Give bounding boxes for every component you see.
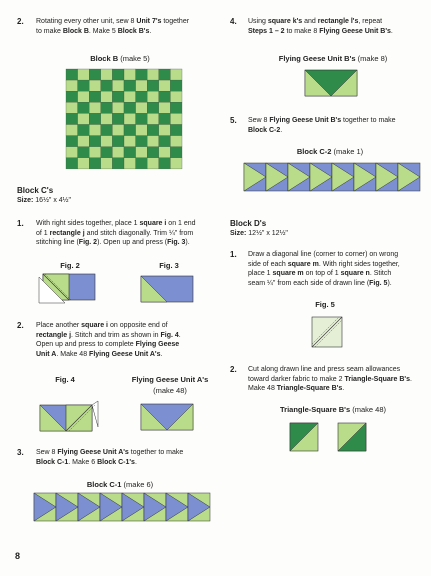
checker-square (170, 136, 182, 147)
triangle-square-1 (290, 423, 318, 451)
fig-2-caption: Fig. 2 (60, 261, 80, 270)
text-line: Steps 1 – 2 to make 8 Flying Geese Unit B's. (248, 27, 393, 35)
checker-square (136, 147, 148, 158)
checker-square (101, 91, 113, 102)
checker-square (147, 147, 159, 158)
checker-square (112, 147, 124, 158)
checker-square (66, 125, 78, 136)
checker-square (147, 80, 159, 91)
text-line: Rotating every other unit, sew 8 Unit 7's together (36, 18, 190, 25)
text-line: Cut along drawn line and press seam allowances (248, 366, 401, 373)
checker-square (124, 147, 136, 158)
checker-square (78, 113, 90, 124)
triangle-square-2 (338, 423, 366, 451)
checker-square (89, 125, 101, 136)
text-line: Open up and press to complete Flying Geese (36, 341, 180, 348)
checker-square (170, 80, 182, 91)
checker-square (66, 113, 78, 124)
checker-square (147, 158, 159, 169)
block-c1-diagram (34, 493, 214, 523)
text-line: to make Block B. Make 5 Block B's. (36, 27, 152, 35)
checker-square (101, 69, 113, 80)
checker-square (147, 102, 159, 113)
flying-geese-unit (332, 163, 354, 191)
checker-square (170, 125, 182, 136)
checker-square (170, 91, 182, 102)
checker-square (66, 80, 78, 91)
checker-square (89, 136, 101, 147)
step-number: 5. (230, 116, 237, 125)
checker-square (112, 125, 124, 136)
text-line: Block C-2. (248, 126, 283, 134)
checker-square (101, 158, 113, 169)
block-c-size: Size: 16½" x 4½" (17, 197, 72, 204)
checker-square (136, 113, 148, 124)
text-line: rectangle j. Stitch and trim as shown in Fig. 4. (36, 331, 181, 339)
checker-square (124, 102, 136, 113)
flying-geese-unit (100, 493, 122, 521)
step-number: 1. (230, 250, 237, 259)
checker-square (101, 136, 113, 147)
block-d-heading: Block D's (230, 219, 267, 228)
checker-square (170, 113, 182, 124)
checker-square (159, 102, 171, 113)
block-c-heading: Block C's (17, 186, 54, 195)
checker-square (112, 158, 124, 169)
flying-geese-unit (354, 163, 376, 191)
checker-square (112, 80, 124, 91)
checker-square (124, 91, 136, 102)
block-b-caption: Block B (make 5) (90, 54, 150, 63)
checker-square (101, 147, 113, 158)
step-number: 1. (17, 219, 24, 228)
triangle-square-b-caption: Triangle-Square B's (make 48) (280, 405, 386, 414)
page-number: 8 (15, 551, 21, 561)
checker-square (78, 125, 90, 136)
step-number: 3. (17, 448, 24, 457)
flying-geese-unit (310, 163, 332, 191)
flying-geese-b-diagram (305, 70, 361, 98)
step-text (36, 321, 221, 359)
flying-geese-a-caption: Flying Geese Unit A's (make 48) (131, 375, 209, 395)
block-b-checkerboard (66, 69, 182, 169)
checker-square (66, 69, 78, 80)
text-line: side of each square m. With right sides together, (248, 260, 400, 268)
text-line: Draw a diagonal line (corner to corner) on wrong (248, 251, 399, 258)
checker-square (101, 80, 113, 91)
checker-square (147, 136, 159, 147)
checker-square (66, 136, 78, 147)
checker-square (159, 125, 171, 136)
text-line: stitching line (Fig. 2). Open up and press (Fig. 3). (36, 239, 190, 246)
block-c2-diagram (244, 163, 424, 193)
checker-square (159, 113, 171, 124)
checker-square (112, 91, 124, 102)
checker-square (136, 136, 148, 147)
flying-geese-unit (266, 163, 288, 191)
fig-5-diagram (312, 317, 344, 349)
flying-geese-unit (56, 493, 78, 521)
checker-square (78, 158, 90, 169)
checker-square (147, 125, 159, 136)
fig-4-diagram (38, 401, 102, 433)
checker-square (159, 147, 171, 158)
text-line: Unit A. Make 48 Flying Geese Unit A's. (36, 350, 163, 358)
text-line: Sew 8 Flying Geese Unit B's together to make (248, 117, 396, 124)
text-line: With right sides together, place 1 square i on 1 end (36, 220, 196, 227)
checker-square (89, 69, 101, 80)
checker-square (112, 136, 124, 147)
block-d-size: Size: 12½" x 12½" (230, 230, 288, 237)
checker-square (112, 102, 124, 113)
flying-geese-unit (188, 493, 210, 521)
text-line: of 1 rectangle j and stitch diagonally. Trim ¼" from (36, 229, 194, 237)
checker-square (124, 80, 136, 91)
checker-square (124, 69, 136, 80)
checker-square (89, 113, 101, 124)
step-text (36, 448, 221, 467)
checker-square (170, 147, 182, 158)
flying-geese-unit (78, 493, 100, 521)
text-line: Using square k's and rectangle l's, repeat (248, 18, 383, 25)
checker-square (101, 125, 113, 136)
checker-square (170, 69, 182, 80)
flying-geese-unit (244, 163, 266, 191)
step-text (248, 17, 428, 36)
flying-geese-unit (34, 493, 56, 521)
checker-square (101, 102, 113, 113)
fig-3-diagram (141, 276, 197, 304)
text-line: place 1 square m on top of 1 square n. Stitch (248, 270, 392, 277)
checker-square (124, 125, 136, 136)
block-c2-caption: Block C-2 (make 1) (296, 147, 364, 156)
checker-square (112, 113, 124, 124)
fig-3-caption: Fig. 3 (159, 261, 179, 270)
step-text (248, 250, 428, 288)
fig-4-caption: Fig. 4 (55, 375, 75, 384)
text-line: Place another square i on opposite end of (36, 322, 168, 329)
flying-geese-b-caption: Flying Geese Unit B's (make 8) (278, 54, 388, 63)
checker-square (101, 113, 113, 124)
checker-square (136, 69, 148, 80)
step-text (36, 17, 216, 36)
checker-square (147, 69, 159, 80)
checker-square (147, 113, 159, 124)
checker-square (89, 147, 101, 158)
checker-square (78, 102, 90, 113)
checker-square (66, 158, 78, 169)
checker-square (89, 80, 101, 91)
triangle-square-b-diagram (290, 423, 370, 453)
flying-geese-unit (166, 493, 188, 521)
text-line: seam ¼" from each side of drawn line (Fig. 5). (248, 279, 392, 287)
checker-square (136, 102, 148, 113)
checker-square (136, 158, 148, 169)
checker-square (136, 91, 148, 102)
checker-square (159, 136, 171, 147)
step-text (248, 116, 428, 135)
checker-square (66, 147, 78, 158)
flying-geese-unit (144, 493, 166, 521)
checker-square (159, 69, 171, 80)
checker-square (136, 80, 148, 91)
checker-square (136, 125, 148, 136)
checker-square (170, 102, 182, 113)
step-number: 2. (230, 365, 237, 374)
text-line: Block C-1. Make 6 Block C-1's. (36, 458, 137, 466)
step-text (36, 219, 221, 248)
checker-square (78, 69, 90, 80)
checker-square (89, 158, 101, 169)
checker-square (78, 91, 90, 102)
fig-5-caption: Fig. 5 (315, 300, 335, 309)
checker-square (89, 91, 101, 102)
checker-square (159, 158, 171, 169)
checker-square (147, 91, 159, 102)
checker-square (112, 69, 124, 80)
fig-2-diagram (39, 274, 99, 304)
flying-geese-unit (122, 493, 144, 521)
step-text (248, 365, 428, 394)
checker-square (159, 80, 171, 91)
checker-square (89, 102, 101, 113)
checker-square (159, 91, 171, 102)
checker-square (78, 147, 90, 158)
text-line: Make 48 Triangle-Square B's. (248, 385, 345, 392)
text-line: toward darker fabric to make 2 Triangle-Square B's. (248, 375, 412, 383)
checker-square (124, 158, 136, 169)
checker-square (66, 91, 78, 102)
text-line: Sew 8 Flying Geese Unit A's together to make (36, 449, 184, 456)
block-c1-caption: Block C-1 (make 6) (86, 480, 154, 489)
flying-geese-a-diagram (141, 404, 197, 432)
checker-square (124, 136, 136, 147)
flying-geese-unit (398, 163, 420, 191)
checker-square (66, 102, 78, 113)
step-number: 2. (17, 17, 24, 26)
step-number: 4. (230, 17, 237, 26)
flying-geese-unit (376, 163, 398, 191)
checker-square (78, 80, 90, 91)
flying-geese-unit (288, 163, 310, 191)
checker-square (124, 113, 136, 124)
checker-square (78, 136, 90, 147)
checker-square (170, 158, 182, 169)
step-number: 2. (17, 321, 24, 330)
